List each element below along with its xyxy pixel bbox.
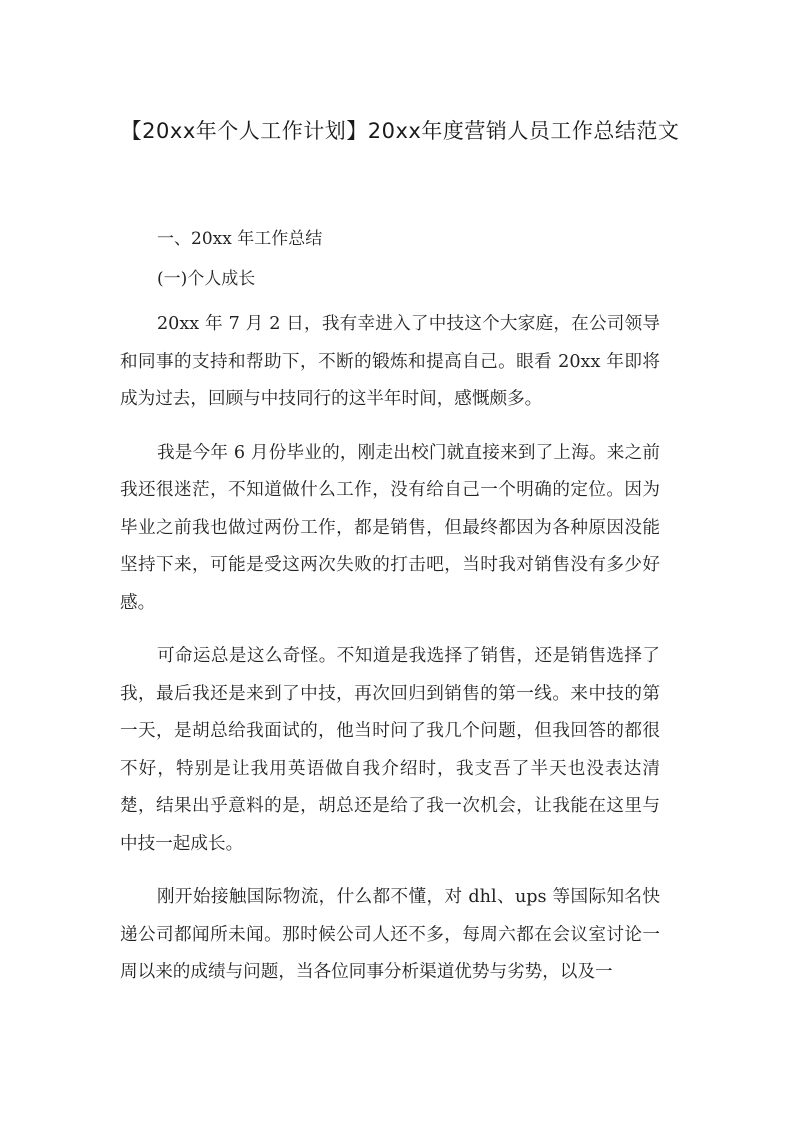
document-body [120, 306, 660, 1008]
subsection-heading: (一)个人成长 [157, 269, 256, 289]
body-paragraph: 刚开始接触国际物流，什么都不懂，对 dhl、ups 等国际知名快递公司都闻所未闻。那时候公司人还不多，每周六都在会议室讨论一周以来的成绩与问题，当各位同事分析渠道优势与劣势，以及一 [120, 887, 660, 982]
body-paragraph: 20xx 年 7 月 2 日，我有幸进入了中技这个大家庭，在公司领导和同事的支持和帮助下，不断的锻炼和提高自己。眼看 20xx 年即将成为过去，回顾与中技同行的这半年时间，感慨颇多。 [120, 314, 660, 409]
body-paragraph: 可命运总是这么奇怪。不知道是我选择了销售，还是销售选择了我，最后我还是来到了中技，再次回归到销售的第一线。来中技的第一天，是胡总给我面试的，他当时问了我几个问题，但我回答的都很不好，特别是让我用英语做自我介绍时，我支吾了半天也没表达清楚，结果出乎意料的是，胡总还是给了我一次机会，让我能在这里与中技一起成长。 [120, 646, 660, 854]
section-heading: 一、20xx 年工作总结 [157, 229, 323, 249]
body-paragraph: 我是今年 6 月份毕业的，刚走出校门就直接来到了上海。来之前我还很迷茫，不知道做什么工作，没有给自己一个明确的定位。因为毕业之前我也做过两份工作，都是销售，但最终都因为各种原因没能坚持下来，可能是受这两次失败的打击吧，当时我对销售没有多少好感。 [120, 442, 660, 613]
document-title: 【20xx年个人工作计划】20xx年度营销人员工作总结范文 [120, 119, 680, 143]
